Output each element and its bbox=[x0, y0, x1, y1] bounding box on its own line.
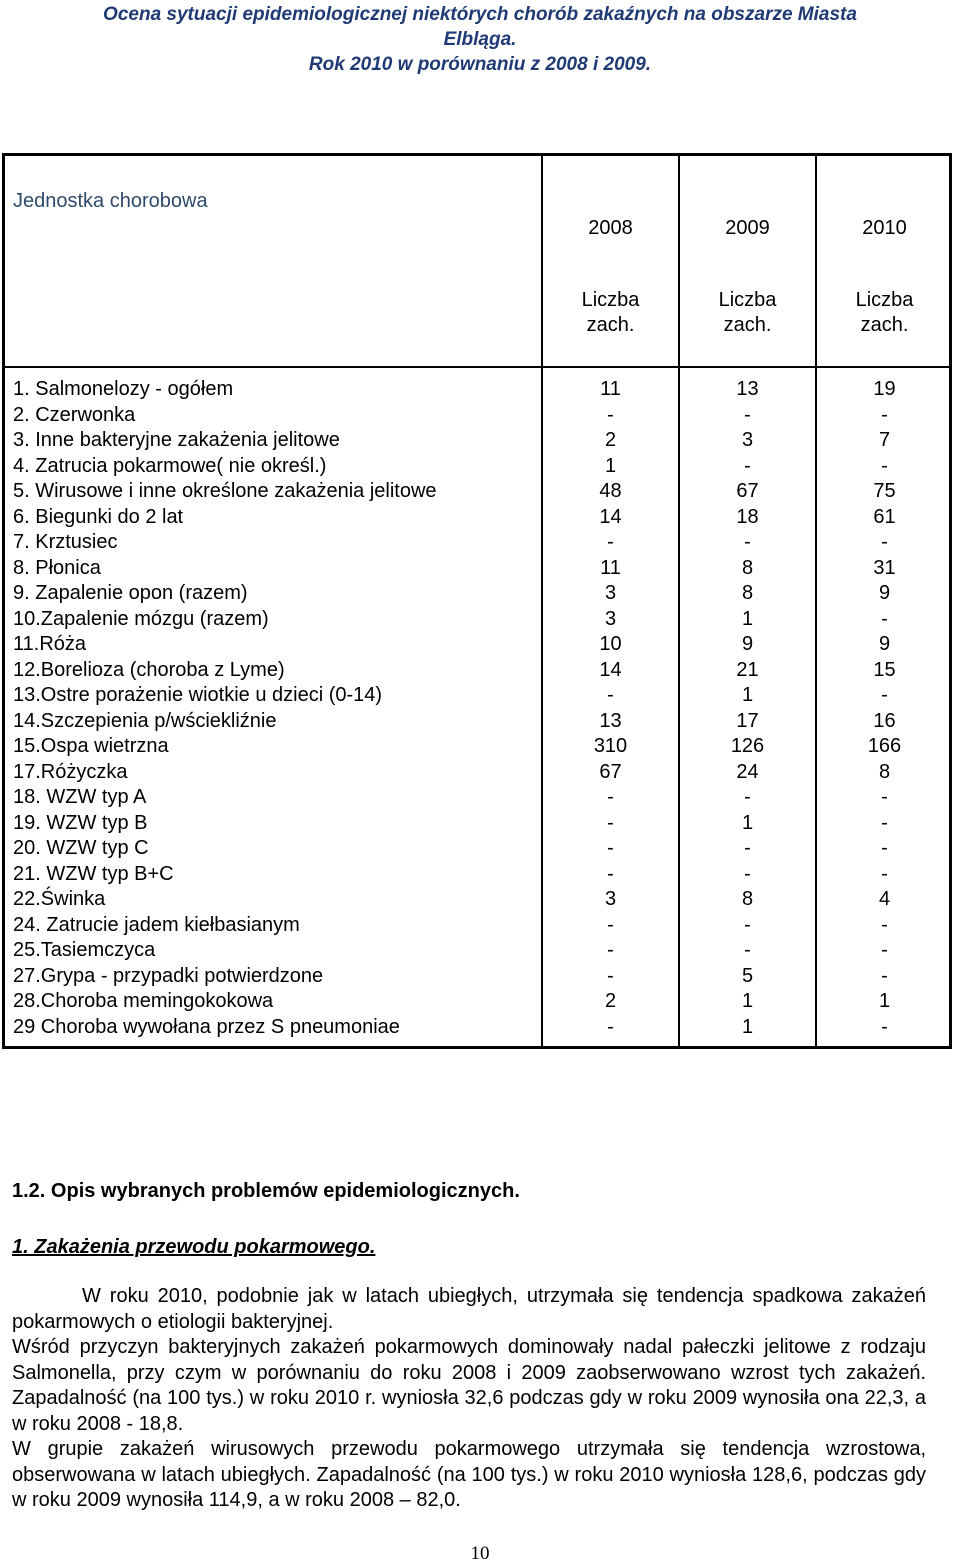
case-count-2009: 8 bbox=[741, 888, 754, 910]
case-count-2008: 3 bbox=[604, 582, 617, 604]
case-count-2009: 1 bbox=[741, 1015, 754, 1038]
case-count-2008: 11 bbox=[600, 378, 621, 400]
case-count-2009: 3 bbox=[741, 429, 754, 451]
case-count-2010: 9 bbox=[878, 633, 891, 655]
case-count-2010: 8 bbox=[878, 760, 891, 783]
case-count-2010: - bbox=[881, 531, 888, 553]
case-count-2009: 8 bbox=[741, 582, 754, 604]
table-row bbox=[5, 811, 949, 837]
disease-name: 10.Zapalenie mózgu (razem) bbox=[13, 607, 269, 630]
case-count-2009: 8 bbox=[741, 556, 754, 579]
disease-name: 6. Biegunki do 2 lat bbox=[13, 505, 184, 528]
disease-name: 3. Inne bakteryjne zakażenia jelitowe bbox=[13, 429, 340, 451]
case-count-2010: - bbox=[881, 939, 888, 961]
table-row bbox=[5, 836, 949, 862]
table-row bbox=[5, 760, 949, 786]
year-header-2009: 2009 bbox=[725, 217, 770, 239]
case-count-2010: - bbox=[881, 913, 888, 936]
case-count-2009: - bbox=[744, 403, 751, 426]
case-count-2009: 126 bbox=[730, 735, 765, 757]
case-count-2010: 16 bbox=[873, 709, 896, 732]
case-count-2009: 1 bbox=[741, 990, 754, 1012]
case-count-2010: - bbox=[881, 837, 888, 859]
count-header-2009: Liczba zach. bbox=[718, 289, 777, 336]
disease-name: 24. Zatrucie jadem kiełbasianym bbox=[13, 913, 300, 936]
case-count-2008: - bbox=[607, 1015, 614, 1038]
case-count-2010: - bbox=[881, 1015, 888, 1038]
case-count-2009: - bbox=[744, 837, 751, 859]
table-row bbox=[5, 607, 949, 633]
case-count-2010: 7 bbox=[878, 429, 891, 451]
disease-name: 25.Tasiemczyca bbox=[13, 939, 156, 961]
unit-column-header: Jednostka chorobowa bbox=[13, 190, 208, 212]
table-row bbox=[5, 581, 949, 607]
case-count-2009: 17 bbox=[736, 709, 759, 732]
disease-name: 5. Wirusowe i inne określone zakażenia jelitowe bbox=[13, 480, 437, 502]
table-row bbox=[5, 377, 949, 403]
case-count-2008: - bbox=[607, 684, 614, 706]
case-count-2008: 10 bbox=[599, 633, 622, 655]
paragraph-1: W roku 2010, podobnie jak w latach ubiegłych, utrzymała się tendencja spadkowa zakażeń pokarmowych o etiologii bakteryjnej. bbox=[12, 1285, 926, 1333]
disease-name: 20. WZW typ C bbox=[13, 837, 149, 859]
case-count-2010: - bbox=[881, 403, 888, 426]
case-count-2008: 3 bbox=[604, 888, 617, 910]
disease-name: 7. Krztusiec bbox=[13, 531, 118, 553]
disease-name: 28.Choroba memingokokowa bbox=[13, 990, 274, 1012]
disease-name: 13.Ostre porażenie wiotkie u dzieci (0-14) bbox=[13, 684, 383, 706]
case-count-2010: - bbox=[881, 684, 888, 706]
case-count-2008: 14 bbox=[599, 658, 622, 681]
page-number: 10 bbox=[470, 1543, 490, 1564]
case-count-2008: 13 bbox=[599, 709, 622, 732]
case-count-2010: 166 bbox=[867, 735, 902, 757]
disease-name: 9. Zapalenie opon (razem) bbox=[13, 582, 248, 604]
case-count-2009: 18 bbox=[736, 505, 759, 528]
case-count-2008: 11 bbox=[600, 556, 621, 579]
case-count-2009: 9 bbox=[741, 633, 754, 655]
paragraph-2: Wśród przyczyn bakteryjnych zakażeń pokarmowych dominowały nadal pałeczki jelitowe z rodzaju Salmonella, przy czym w porównaniu do roku 2008 i 2009 zaobserwowano wzrost tych zakażeń. Zapadalność (na 100 tys.) w roku 2010 r. wyniosła 32,6 podczas gdy w roku 2009 wynosiła ona 22,3, a w roku 2008 - 18,8. bbox=[12, 1336, 926, 1435]
case-count-2008: 2 bbox=[604, 429, 617, 451]
case-count-2008: 14 bbox=[599, 505, 622, 528]
case-count-2008: 67 bbox=[599, 760, 622, 783]
case-count-2009: 24 bbox=[736, 760, 759, 783]
table-row bbox=[5, 454, 949, 480]
table-body bbox=[5, 377, 949, 1040]
disease-name: 4. Zatrucia pokarmowe( nie określ.) bbox=[13, 454, 327, 477]
case-count-2009: 13 bbox=[736, 378, 759, 400]
count-header-2008: Liczba zach. bbox=[581, 289, 640, 336]
table-row bbox=[5, 530, 949, 556]
case-count-2008: - bbox=[607, 811, 614, 834]
section-heading: 1.2. Opis wybranych problemów epidemiologicznych. bbox=[12, 1180, 520, 1202]
table-row bbox=[5, 683, 949, 709]
case-count-2008: - bbox=[607, 862, 614, 885]
table-row bbox=[5, 887, 949, 913]
case-count-2009: - bbox=[744, 786, 751, 808]
case-count-2010: 61 bbox=[873, 505, 896, 528]
case-count-2008: - bbox=[607, 964, 614, 987]
year-header-2008: 2008 bbox=[588, 217, 633, 239]
year-header-2010: 2010 bbox=[862, 217, 907, 239]
disease-name: 8. Płonica bbox=[13, 556, 101, 579]
disease-table bbox=[2, 153, 952, 1049]
disease-name: 19. WZW typ B bbox=[13, 811, 148, 834]
case-count-2010: 1 bbox=[878, 990, 891, 1012]
disease-name: 12.Borelioza (choroba z Lyme) bbox=[13, 658, 285, 681]
case-count-2010: 9 bbox=[878, 582, 891, 604]
document-title bbox=[0, 2, 960, 77]
case-count-2008: 1 bbox=[604, 454, 617, 477]
title-line-3: Rok 2010 w porównaniu z 2008 i 2009. bbox=[308, 54, 652, 75]
disease-name: 2. Czerwonka bbox=[13, 403, 136, 426]
case-count-2009: 1 bbox=[741, 607, 754, 630]
table-row bbox=[5, 479, 949, 505]
case-count-2008: - bbox=[607, 939, 614, 961]
disease-name: 15.Ospa wietrzna bbox=[13, 735, 169, 757]
case-count-2008: 310 bbox=[593, 735, 628, 757]
table-row bbox=[5, 964, 949, 990]
table-row bbox=[5, 989, 949, 1015]
case-count-2009: - bbox=[744, 913, 751, 936]
disease-name: 17.Różyczka bbox=[13, 760, 128, 783]
case-count-2009: - bbox=[744, 454, 751, 477]
case-count-2008: 3 bbox=[604, 607, 617, 630]
case-count-2008: - bbox=[607, 837, 614, 859]
count-header-2010: Liczba zach. bbox=[855, 289, 914, 336]
case-count-2008: - bbox=[607, 403, 614, 426]
case-count-2009: - bbox=[744, 939, 751, 961]
case-count-2010: - bbox=[881, 454, 888, 477]
case-count-2010: - bbox=[881, 862, 888, 885]
case-count-2009: - bbox=[744, 531, 751, 553]
case-count-2010: 75 bbox=[873, 480, 896, 502]
case-count-2010: 31 bbox=[873, 556, 896, 579]
table-row bbox=[5, 556, 949, 582]
paragraph-3: W grupie zakażeń wirusowych przewodu pokarmowego utrzymała się tendencja wzrostowa, obserwowana w latach ubiegłych. Zapadalność (na 100 tys.) w roku 2010 wyniosła 128,6, podczas gdy w roku 2009 wynosiła 114,9, a w roku 2008 – 82,0. bbox=[12, 1438, 926, 1511]
header-divider bbox=[5, 366, 949, 368]
table-row bbox=[5, 632, 949, 658]
case-count-2010: - bbox=[881, 786, 888, 808]
case-count-2009: 1 bbox=[741, 811, 754, 834]
table-row bbox=[5, 658, 949, 684]
case-count-2010: - bbox=[881, 964, 888, 987]
table-row bbox=[5, 1015, 949, 1041]
case-count-2009: 21 bbox=[736, 658, 759, 681]
table-row bbox=[5, 938, 949, 964]
disease-name: 11.Róża bbox=[13, 633, 87, 655]
title-line-2: Elbląga. bbox=[443, 29, 517, 50]
disease-name: 22.Świnka bbox=[13, 888, 106, 910]
case-count-2010: 15 bbox=[873, 658, 896, 681]
disease-name: 27.Grypa - przypadki potwierdzone bbox=[13, 964, 324, 987]
table-row bbox=[5, 403, 949, 429]
table-row bbox=[5, 862, 949, 888]
disease-name: 29 Choroba wywołana przez S pneumoniae bbox=[13, 1015, 400, 1038]
table-row bbox=[5, 734, 949, 760]
table-row bbox=[5, 785, 949, 811]
case-count-2010: 4 bbox=[878, 888, 891, 910]
disease-name: 14.Szczepienia p/wściekliźnie bbox=[13, 709, 277, 732]
table-row bbox=[5, 913, 949, 939]
case-count-2009: 1 bbox=[741, 684, 754, 706]
case-count-2008: - bbox=[607, 913, 614, 936]
case-count-2008: 48 bbox=[599, 480, 622, 502]
case-count-2008: 2 bbox=[604, 990, 617, 1012]
disease-name: 1. Salmonelozy - ogółem bbox=[13, 378, 234, 400]
case-count-2010: 19 bbox=[873, 378, 896, 400]
disease-name: 18. WZW typ A bbox=[13, 786, 147, 808]
case-count-2010: - bbox=[881, 607, 888, 630]
subsection-heading: 1. Zakażenia przewodu pokarmowego. bbox=[12, 1236, 376, 1258]
case-count-2009: 67 bbox=[736, 480, 759, 502]
table-row bbox=[5, 709, 949, 735]
case-count-2008: - bbox=[607, 786, 614, 808]
table-row bbox=[5, 428, 949, 454]
title-line-1: Ocena sytuacji epidemiologicznej niektórych chorób zakaźnych na obszarze Miasta bbox=[103, 4, 857, 25]
disease-name: 21. WZW typ B+C bbox=[13, 862, 174, 885]
case-count-2009: 5 bbox=[741, 964, 754, 987]
case-count-2008: - bbox=[607, 531, 614, 553]
case-count-2010: - bbox=[881, 811, 888, 834]
case-count-2009: - bbox=[744, 862, 751, 885]
table-row bbox=[5, 505, 949, 531]
